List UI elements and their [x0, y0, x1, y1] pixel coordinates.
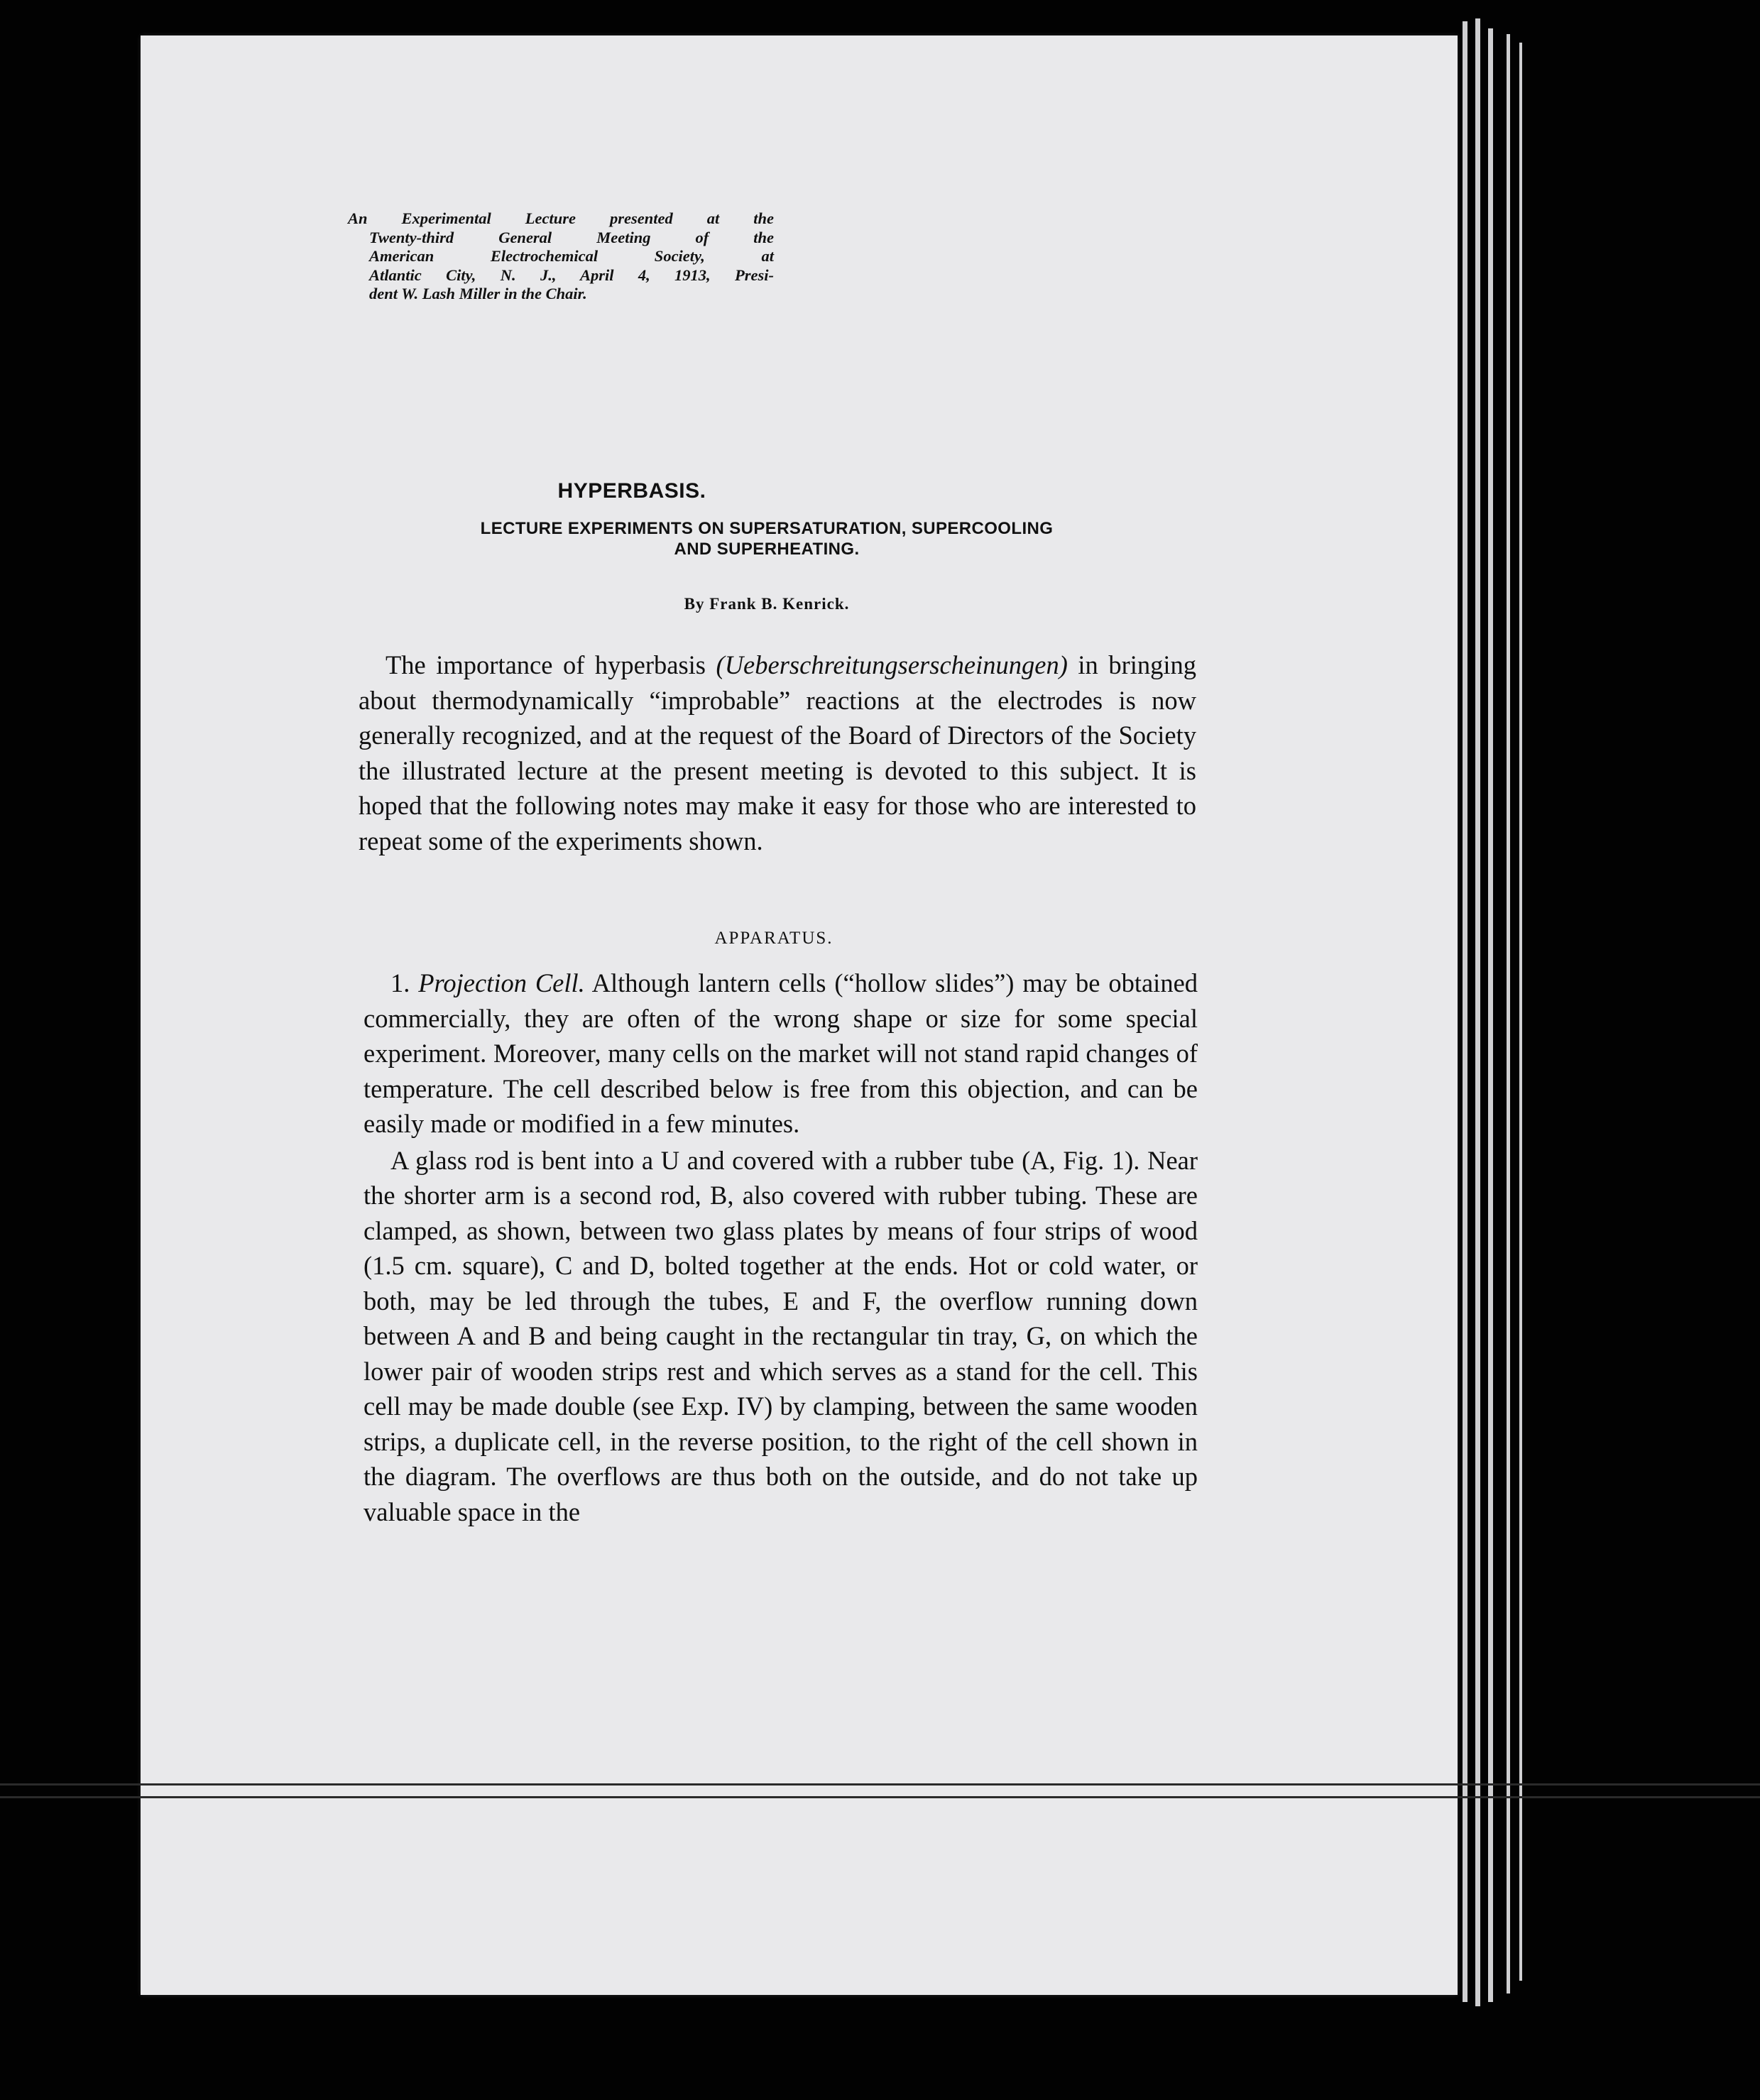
article-subtitle — [383, 518, 1150, 559]
scan-artifact-line — [0, 1796, 1760, 1798]
page-edge — [1488, 28, 1493, 2002]
item-heading: Projection Cell. — [418, 968, 585, 997]
page-edge — [1519, 43, 1522, 1981]
apparatus-section — [364, 966, 1198, 1529]
scan-artifact-line — [0, 1783, 1760, 1785]
page-edge — [1463, 21, 1467, 2002]
section-heading: APPARATUS. — [714, 929, 833, 948]
page-edge — [1507, 34, 1510, 1994]
presentation-note-line: dent W. Lash Miller in the Chair. — [369, 285, 587, 302]
intro-lead: The importance of hyperbasis — [386, 650, 716, 679]
subtitle-line: LECTURE EXPERIMENTS ON SUPERSATURATION, SUPERCOOLING — [480, 519, 1054, 538]
intro-paragraph — [359, 647, 1196, 858]
article-title: HYPERBASIS. — [557, 479, 706, 503]
page-edge — [1475, 18, 1480, 2006]
presentation-note-line: American Electrochemical Society, at — [369, 247, 774, 265]
subtitle-line: AND SUPERHEATING. — [674, 540, 860, 559]
apparatus-paragraph — [364, 966, 1198, 1142]
item-text: Although lantern cells (“hollow slides”) may be obtained commercially, they are often of the wrong shape or size for some special experiment. Moreover, many cells on the market will not stand rapid changes of temperature. The cell described below is free from this objection, and can be easily made or modified in a few minutes. — [364, 968, 1198, 1138]
item-number: 1. — [390, 968, 419, 997]
presentation-note-line: Atlantic City, N. J., April 4, 1913, Presi- — [369, 266, 774, 284]
intro-rest: in bringing about thermodynamically “improbable” reactions at the electrodes is now generally recognized, and at the request of the Board of Directors of the Society the illustrated lecture at the present meeting is devoted to this subject. It is hoped that the following notes may make it easy for those who are interested to repeat some of the experiments shown. — [359, 650, 1197, 855]
presentation-note — [348, 209, 774, 304]
apparatus-paragraph: A glass rod is bent into a U and covered with a rubber tube (A, Fig. 1). Near the shorter arm is a second rod, B, also covered with rubber tubing. These are clamped, as shown, between two glass plates by means of four strips of wood (1.5 cm. square), C and D, bolted together at the ends. Hot or cold water, or both, may be led through the tubes, E and F, the overflow running down between A and B and being caught in the rectangular tin tray, G, on which the lower pair of wooden strips rest and which serves as a stand for the cell. This cell may be made double (see Exp. IV) by clamping, between the same wooden strips, a duplicate cell, in the reverse position, to the right of the cell shown in the diagram. The overflows are thus both on the outside, and do not take up valuable space in the — [364, 1145, 1198, 1526]
presentation-note-line: Twenty-third General Meeting of the — [369, 228, 774, 246]
author-byline: By Frank B. Kenrick. — [684, 595, 850, 613]
intro-term: (Ueberschreitungserscheinungen) — [716, 650, 1068, 679]
presentation-note-line: An Experimental Lecture presented at the — [348, 209, 774, 227]
